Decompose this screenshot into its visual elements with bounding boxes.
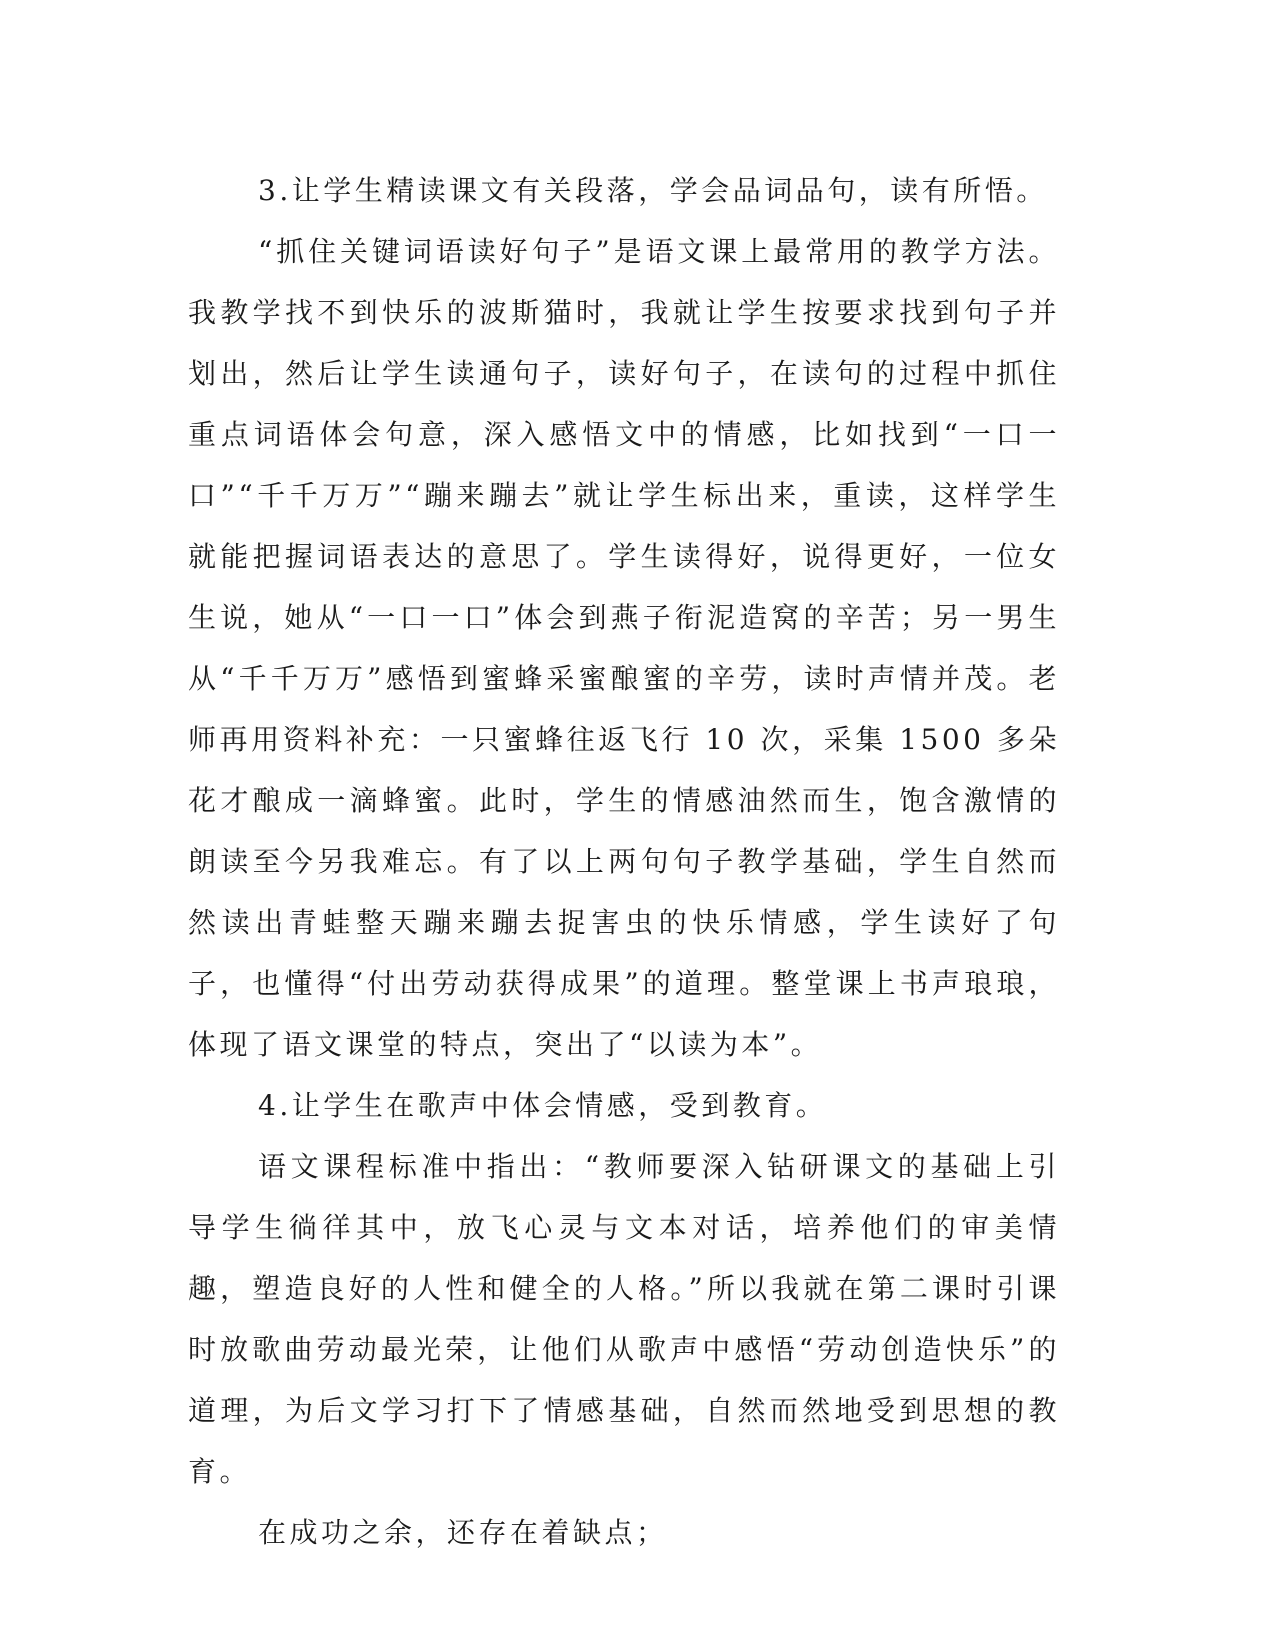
paragraph-curriculum-standard: 语文课程标准中指出：“教师要深入钻研课文的基础上引导学生徜徉其中，放飞心灵与文本对话，培养他们的审美情趣，塑造良好的人性和健全的人格。”所以我就在第二课时引课时放歌曲劳动最光荣，让他们从歌声中感悟“劳动创造快乐”的道理，为后文学习打下了情感基础，自然而然地受到思想的教育。: [188, 1150, 1060, 1488]
heading-point-4: 4.让学生在歌声中体会情感，受到教育。: [258, 1089, 828, 1122]
paragraph-key-words: “抓住关键词语读好句子”是语文课上最常用的教学方法。我教学找不到快乐的波斯猫时，我就让学生按要求找到句子并划出，然后让学生读通句子，读好句子，在读句的过程中抓住重点词语体会句意，深入感悟文中的情感，比如找到“一口一口”“千千万万”“蹦来蹦去”就让学生标出来，重读，这样学生就能把握词语表达的意思了。学生读得好，说得更好，一位女生说，她从“一口一口”体会到燕子衔泥造窝的辛苦；另一男生从“千千万万”感悟到蜜蜂采蜜酿蜜的辛劳，读时声情并茂。老师再用资料补充：一只蜜蜂往返飞行 10 次，采集 1500 多朵花才酿成一滴蜂蜜。此时，学生的情感油然而生，饱含激情的朗读至今另我难忘。有了以上两句句子教学基础，学生自然而然读出青蛙整天蹦来蹦去捉害虫的快乐情感，学生读好了句子，也懂得“付出劳动获得成果”的道理。整堂课上书声琅琅，体现了语文课堂的特点，突出了“以读为本”。: [188, 235, 1060, 1061]
heading-point-3: 3.让学生精读课文有关段落，学会品词品句，读有所悟。: [258, 174, 1048, 207]
document-body: [188, 160, 1060, 1563]
paragraph-shortcomings: 在成功之余，还存在着缺点；: [258, 1516, 668, 1549]
